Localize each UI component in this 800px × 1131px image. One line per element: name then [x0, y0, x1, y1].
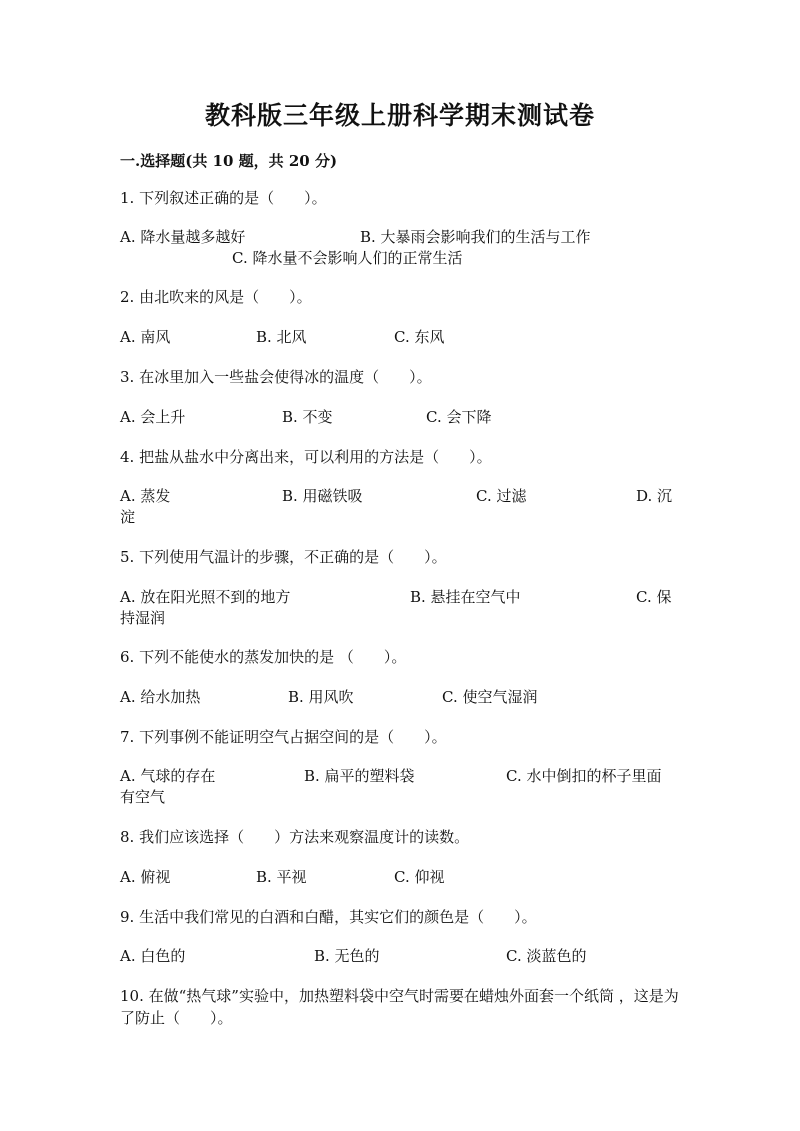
question-stem: 4. 把盐从盐水中分离出来，可以利用的方法是（ ）。: [120, 448, 492, 466]
question-stem: 6. 下列不能使水的蒸发加快的是 （ ）。: [120, 648, 407, 666]
option-b: B. 平视: [256, 868, 307, 886]
option-a: A. 白色的: [120, 947, 186, 965]
option-b: B. 不变: [282, 408, 333, 426]
option-c-continued: 持湿润: [120, 609, 166, 627]
option-c-continued: 有空气: [120, 788, 166, 806]
option-b: B. 扁平的塑料袋: [304, 767, 415, 785]
option-c: C. 降水量不会影响人们的正常生活: [232, 249, 463, 267]
option-c: C. 仰视: [394, 868, 445, 886]
question-stem: 9. 生活中我们常见的白酒和白醋，其实它们的颜色是（ ）。: [120, 908, 537, 926]
page-title: 教科版三年级上册科学期末测试卷: [204, 101, 595, 130]
option-c: C. 淡蓝色的: [506, 947, 587, 965]
option-a: A. 放在阳光照不到的地方: [120, 588, 291, 606]
option-a: A. 给水加热: [120, 688, 201, 706]
option-a: A. 俯视: [120, 868, 171, 886]
question-stem: 5. 下列使用气温计的步骤，不正确的是（ ）。: [120, 548, 447, 566]
question-stem: 1. 下列叙述正确的是（ ）。: [120, 189, 327, 207]
option-b: B. 用风吹: [288, 688, 354, 706]
option-c: C. 使空气湿润: [442, 688, 538, 706]
option-a: A. 蒸发: [120, 487, 171, 505]
option-d: D. 沉: [636, 487, 673, 505]
question-stem: 7. 下列事例不能证明空气占据空间的是（ ）。: [120, 728, 447, 746]
option-a: A. 气球的存在: [120, 767, 216, 785]
option-a: A. 降水量越多越好: [120, 228, 246, 246]
option-c: C. 水中倒扣的杯子里面: [506, 767, 662, 785]
section-heading: 一.选择题(共 10 题，共 20 分): [120, 152, 338, 170]
option-b: B. 悬挂在空气中: [410, 588, 521, 606]
option-b: B. 用磁铁吸: [282, 487, 363, 505]
question-stem: 10. 在做“热气球”实验中，加热塑料袋中空气时需要在蜡烛外面套一个纸筒 ，这是为了防止（ ）。: [120, 987, 679, 1027]
option-a: A. 会上升: [120, 408, 186, 426]
option-c: C. 东风: [394, 328, 445, 346]
question-stem: 8. 我们应该选择（ ）方法来观察温度计的读数。: [120, 828, 470, 846]
option-b: B. 北风: [256, 328, 307, 346]
option-c: C. 过滤: [476, 487, 527, 505]
option-a: A. 南风: [120, 328, 171, 346]
option-b: B. 无色的: [314, 947, 380, 965]
option-c: C. 保: [636, 588, 672, 606]
question-stem: 3. 在冰里加入一些盐会使得冰的温度（ ）。: [120, 368, 432, 386]
option-d-continued: 淀: [120, 508, 136, 526]
option-b: B. 大暴雨会影响我们的生活与工作: [360, 228, 591, 246]
question-stem: 2. 由北吹来的风是（ ）。: [120, 288, 312, 306]
option-c: C. 会下降: [426, 408, 492, 426]
